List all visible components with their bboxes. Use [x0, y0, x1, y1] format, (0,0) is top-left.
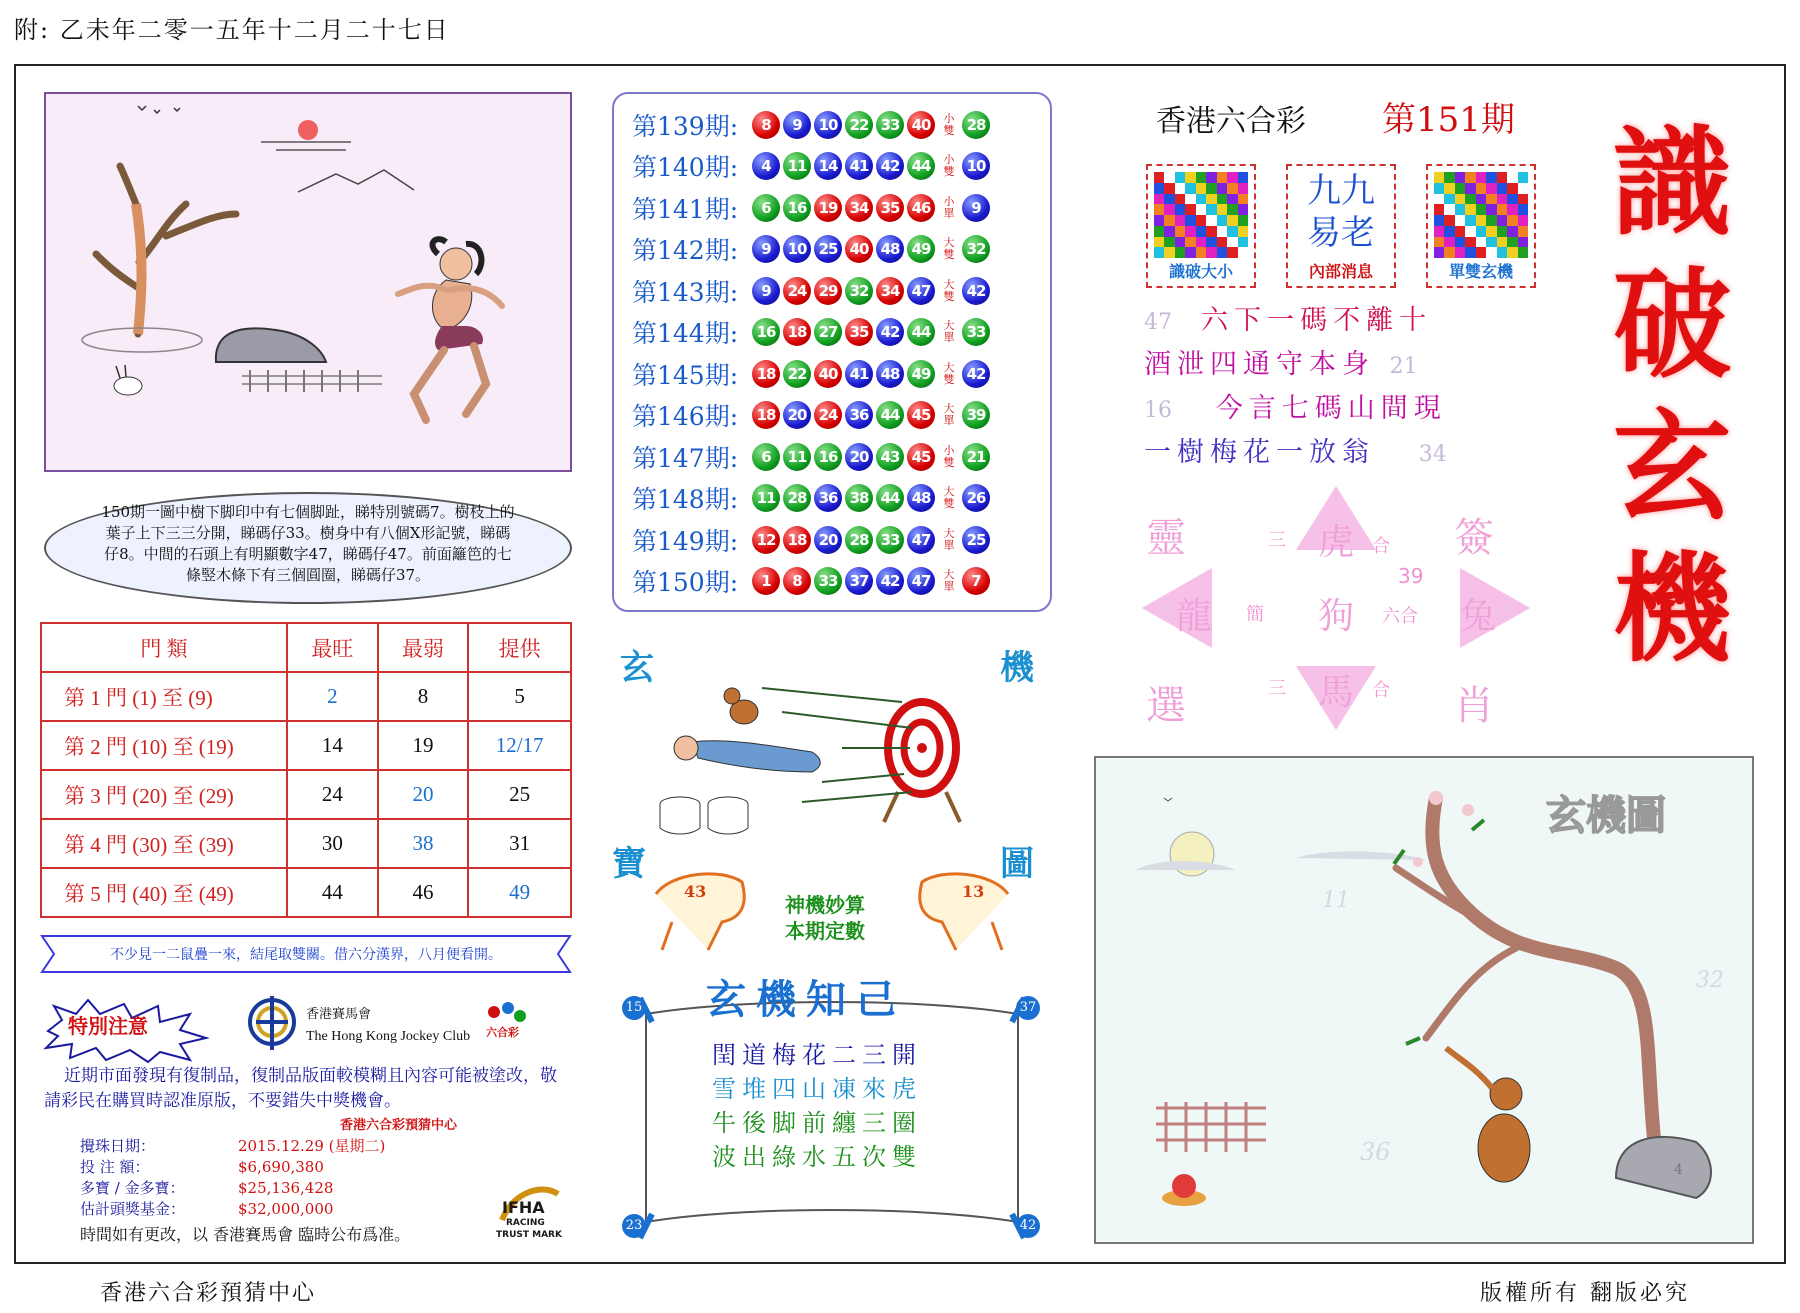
special-ball: 39	[962, 401, 990, 429]
issue-date: 附: 乙未年二零一五年十二月二十七日	[14, 16, 450, 44]
result-ball: 11	[783, 152, 811, 180]
gate-table-header	[41, 623, 571, 672]
poem-line: 牛後脚前纏三圈	[712, 1109, 922, 1137]
result-ball: 29	[814, 277, 842, 305]
poem-text: 今言七碼山間現	[1215, 393, 1447, 424]
result-tag-char: 大	[943, 277, 955, 291]
table-row	[41, 672, 571, 721]
compass-corner: 肖	[1454, 683, 1494, 729]
result-ball: 25	[814, 235, 842, 263]
poem-number: 21	[1389, 354, 1418, 379]
result-tag-char: 大	[943, 485, 955, 499]
special-ball: 32	[962, 235, 990, 263]
result-tag	[938, 569, 960, 593]
result-tag	[938, 113, 960, 137]
result-tag-char: 雙	[943, 372, 955, 386]
compass-small: 合	[1372, 536, 1390, 557]
result-row	[632, 478, 1050, 520]
result-ball: 45	[907, 443, 935, 471]
turnover-value: $6,690,380	[238, 1158, 324, 1176]
special-ball: 10	[962, 152, 990, 180]
nine-old-text	[1288, 166, 1394, 260]
result-ball: 28	[845, 526, 873, 554]
result-ball: 9	[783, 111, 811, 139]
result-ball: 44	[876, 401, 904, 429]
result-issue: 第143期:	[632, 277, 739, 307]
poem-text: 六下一碼不離十	[1201, 305, 1433, 336]
compass-left: 龍	[1176, 596, 1213, 637]
result-ball: 38	[845, 484, 873, 512]
hidden-number: 32	[1696, 968, 1724, 993]
draw-date-label: 攪珠日期：	[80, 1137, 156, 1155]
draw-info-row	[80, 1178, 385, 1199]
result-ball: 1	[752, 567, 780, 595]
poem-line: 波出綠水五次雙	[712, 1143, 922, 1171]
result-tag-char: 小	[943, 194, 955, 208]
gate-cold: 46	[378, 868, 469, 917]
corner-char-xuan: 玄	[620, 648, 654, 688]
right-poem	[1144, 300, 1544, 476]
result-issue: 第145期:	[632, 360, 739, 390]
result-ball: 33	[814, 567, 842, 595]
result-tag	[938, 528, 960, 552]
result-ball: 47	[907, 567, 935, 595]
draw-info-row	[80, 1199, 385, 1220]
result-row	[632, 519, 1050, 561]
notice-title: 特別注意	[68, 1014, 148, 1038]
result-ball: 12	[752, 526, 780, 554]
result-tag-char: 單	[943, 206, 955, 220]
result-tag-char: 小	[943, 111, 955, 125]
compass-bottom: 馬	[1318, 672, 1355, 713]
special-ball: 21	[962, 443, 990, 471]
big-title-char: 機	[1612, 539, 1731, 678]
compass-right: 兔	[1460, 596, 1497, 637]
result-row	[632, 561, 1050, 603]
result-tag	[938, 320, 960, 344]
result-tag-char: 雙	[943, 248, 955, 262]
turnover-label: 投 注 額：	[80, 1158, 150, 1176]
result-ball: 22	[845, 111, 873, 139]
result-ball: 6	[752, 443, 780, 471]
result-tag-char: 雙	[943, 123, 955, 137]
result-ball: 48	[876, 235, 904, 263]
result-ball: 22	[783, 360, 811, 388]
mystery-box-size	[1146, 164, 1256, 288]
result-ball: 9	[752, 277, 780, 305]
result-ball: 10	[783, 235, 811, 263]
compass-small: 合	[1372, 680, 1390, 701]
jackpot-value: $32,000,000	[238, 1200, 334, 1218]
result-ball: 4	[752, 152, 780, 180]
result-ball: 28	[783, 484, 811, 512]
result-ball: 18	[783, 318, 811, 346]
result-ball: 44	[876, 484, 904, 512]
special-ball: 25	[962, 526, 990, 554]
hkjc-name-en: The Hong Kong Jockey Club	[306, 1029, 471, 1044]
result-ball: 45	[907, 401, 935, 429]
result-ball: 24	[814, 401, 842, 429]
result-row	[632, 353, 1050, 395]
compass-corner: 靈	[1146, 515, 1186, 561]
poem-line	[1144, 388, 1544, 432]
result-tag-char: 單	[943, 580, 955, 594]
time-note: 時間如有更改，以 香港賽馬會 臨時公布爲准。	[80, 1225, 411, 1244]
result-ball: 35	[845, 318, 873, 346]
result-tag	[938, 486, 960, 510]
result-ball: 27	[814, 318, 842, 346]
big-title-char: 玄	[1612, 397, 1731, 536]
bird-number: 23	[622, 1214, 646, 1238]
nine-old-line: 易老	[1307, 213, 1375, 253]
hidden-number: 11	[1322, 888, 1350, 913]
result-ball: 41	[845, 152, 873, 180]
result-row	[632, 187, 1050, 229]
result-ball: 34	[876, 277, 904, 305]
poem-number: 16	[1144, 398, 1172, 423]
poem-text: 一樹梅花一放翁	[1144, 437, 1375, 468]
result-ball: 33	[876, 526, 904, 554]
result-ball: 40	[814, 360, 842, 388]
result-issue: 第147期:	[632, 443, 739, 473]
result-ball: 11	[783, 443, 811, 471]
draw-info-row	[80, 1157, 385, 1178]
big-title	[1592, 112, 1752, 680]
result-tag	[938, 279, 960, 303]
compass-number: 39	[1398, 564, 1424, 588]
compass-top: 虎	[1318, 522, 1355, 563]
result-issue: 第144期:	[632, 319, 739, 349]
result-ball: 18	[752, 360, 780, 388]
result-ball: 24	[783, 277, 811, 305]
ifha-line1: IFHA	[502, 1198, 545, 1217]
result-ball: 37	[845, 567, 873, 595]
result-tag-char: 單	[943, 414, 955, 428]
compass-small: 六合	[1382, 606, 1418, 627]
special-ball: 33	[962, 318, 990, 346]
result-ball: 46	[907, 194, 935, 222]
mystery-picture-title: 玄機圖	[1546, 793, 1666, 839]
result-ball: 8	[752, 111, 780, 139]
gate-offer: 49	[468, 868, 571, 917]
mosaic-icon	[1434, 172, 1528, 258]
result-issue: 第142期:	[632, 236, 739, 266]
draw-info-row	[80, 1136, 385, 1157]
result-ball: 16	[783, 194, 811, 222]
ox-right-number: 13	[962, 882, 985, 901]
result-tag	[938, 154, 960, 178]
result-tag	[938, 196, 960, 220]
poem-number: 34	[1418, 442, 1447, 467]
gate-offer: 12/17	[468, 721, 571, 770]
ifha-logo-icon	[494, 1180, 564, 1246]
special-ball: 9	[962, 194, 990, 222]
gate-name: 第 3 門 (20) 至 (29)	[41, 770, 287, 819]
draw-info	[80, 1136, 385, 1220]
banner-text: 不少見一二鼠疊一來，結尾取雙關。借六分漢界，八月便看開。	[110, 947, 502, 963]
special-ball: 7	[962, 567, 990, 595]
result-tag-char: 雙	[943, 455, 955, 469]
result-ball: 48	[876, 360, 904, 388]
poem-line	[1144, 344, 1544, 388]
hkjc-name-cn: 香港賽馬會	[306, 1007, 372, 1022]
result-issue: 第140期:	[632, 153, 739, 183]
result-ball: 14	[814, 152, 842, 180]
result-ball: 36	[814, 484, 842, 512]
big-title-char: 破	[1612, 255, 1731, 394]
gate-hot: 30	[287, 819, 378, 868]
result-row	[632, 395, 1050, 437]
corner-char-ji: 機	[1000, 648, 1034, 688]
result-ball: 44	[907, 318, 935, 346]
result-row	[632, 146, 1050, 188]
result-row	[632, 229, 1050, 271]
jackpot-label: 估計頭獎基金：	[80, 1200, 186, 1218]
scroll-poem	[712, 1038, 922, 1174]
result-ball: 47	[907, 277, 935, 305]
result-tag-char: 雙	[943, 289, 955, 303]
header-cold: 最弱	[378, 623, 469, 672]
hidden-number: 4	[1674, 1162, 1683, 1178]
result-ball: 48	[907, 484, 935, 512]
result-ball: 42	[876, 567, 904, 595]
special-ball: 26	[962, 484, 990, 512]
header-hot: 最旺	[287, 623, 378, 672]
gate-name: 第 1 門 (1) 至 (9)	[41, 672, 287, 721]
result-tag-char: 小	[943, 153, 955, 167]
result-ball: 9	[752, 235, 780, 263]
result-ball: 35	[876, 194, 904, 222]
bird-number: 15	[622, 996, 646, 1020]
mystery-box-inside	[1286, 164, 1396, 288]
notice-signature: 香港六合彩預猜中心	[340, 1118, 458, 1133]
hkjc-logo-icon	[246, 994, 298, 1052]
result-ball: 49	[907, 235, 935, 263]
result-tag	[938, 362, 960, 386]
gate-hot: 14	[287, 721, 378, 770]
result-tag-char: 大	[943, 526, 955, 540]
puzzle-illustration	[46, 94, 572, 472]
compass-small: 三	[1268, 678, 1286, 699]
gate-table	[40, 622, 572, 918]
footer-publisher: 香港六合彩預猜中心	[100, 1281, 317, 1306]
past-results-panel	[612, 92, 1052, 612]
bird-number: 42	[1016, 1214, 1040, 1238]
result-ball: 49	[907, 360, 935, 388]
result-tag-char: 大	[943, 568, 955, 582]
mark-six-logo-text: 六合彩	[486, 1026, 519, 1039]
slogan	[770, 892, 880, 944]
result-tag	[938, 445, 960, 469]
table-row	[41, 868, 571, 917]
result-ball: 32	[845, 277, 873, 305]
compass-corner: 簽	[1454, 515, 1494, 561]
compass-corner: 選	[1146, 683, 1186, 729]
result-ball: 34	[845, 194, 873, 222]
ox-left-number: 43	[684, 882, 707, 901]
result-tag-char: 單	[943, 538, 955, 552]
result-tag	[938, 237, 960, 261]
gate-name: 第 2 門 (10) 至 (19)	[41, 721, 287, 770]
result-tag-char: 小	[943, 443, 955, 457]
result-ball: 42	[876, 318, 904, 346]
special-ball: 42	[962, 277, 990, 305]
ifha-line2: RACING	[506, 1218, 545, 1228]
poem-line: 雪堆四山凍來虎	[712, 1075, 922, 1103]
result-ball: 43	[876, 443, 904, 471]
gate-hot: 44	[287, 868, 378, 917]
result-ball: 6	[752, 194, 780, 222]
compass-center: 狗	[1318, 596, 1355, 637]
poem-line	[1144, 432, 1544, 476]
result-tag	[938, 403, 960, 427]
mosaic-icon	[1154, 172, 1248, 258]
gate-offer: 31	[468, 819, 571, 868]
result-ball: 18	[752, 401, 780, 429]
footer-copyright: 版權所有 翻版必究	[1480, 1281, 1690, 1306]
bird-number: 37	[1016, 996, 1040, 1020]
result-ball: 20	[845, 443, 873, 471]
gate-name: 第 5 門 (40) 至 (49)	[41, 868, 287, 917]
result-issue: 第139期:	[632, 111, 739, 141]
big-title-char: 識	[1612, 113, 1731, 252]
table-row	[41, 819, 571, 868]
mystery-box-label: 內部消息	[1308, 262, 1373, 281]
result-ball: 20	[814, 526, 842, 554]
result-ball: 16	[814, 443, 842, 471]
result-tag-char: 雙	[943, 165, 955, 179]
gate-offer: 25	[468, 770, 571, 819]
zodiac-compass	[1136, 480, 1536, 740]
result-row	[632, 104, 1050, 146]
result-row	[632, 436, 1050, 478]
gate-hot: 2	[287, 672, 378, 721]
table-row	[41, 770, 571, 819]
hkjc-name	[306, 1004, 470, 1048]
result-ball: 44	[907, 152, 935, 180]
result-ball: 33	[876, 111, 904, 139]
corner-char-bao: 寶	[612, 844, 646, 884]
gate-cold: 20	[378, 770, 469, 819]
gate-offer: 5	[468, 672, 571, 721]
result-issue: 第148期:	[632, 485, 739, 515]
result-tag-char: 雙	[943, 497, 955, 511]
table-row	[41, 721, 571, 770]
mystery-box-label: 單雙玄機	[1448, 262, 1513, 281]
result-tag-char: 大	[943, 402, 955, 416]
result-issue: 第141期:	[632, 194, 739, 224]
poem-line	[1144, 300, 1544, 344]
header-offer: 提供	[468, 623, 571, 672]
gate-cold: 8	[378, 672, 469, 721]
result-tag-char: 單	[943, 331, 955, 345]
result-issue: 第150期:	[632, 568, 739, 598]
puzzle-picture-150	[44, 92, 572, 472]
header-category: 門 類	[41, 623, 287, 672]
result-ball: 8	[783, 567, 811, 595]
result-row	[632, 312, 1050, 354]
result-tag-char: 大	[943, 236, 955, 250]
snowball-label: 多寶 / 金多寶：	[80, 1179, 185, 1197]
result-ball: 41	[845, 360, 873, 388]
result-tag-char: 大	[943, 360, 955, 374]
lottery-title: 香港六合彩	[1156, 104, 1306, 139]
result-issue: 第146期:	[632, 402, 739, 432]
poem-line: 閏道梅花二三開	[712, 1041, 922, 1069]
nine-old-line: 九九	[1307, 171, 1375, 211]
result-row	[632, 270, 1050, 312]
mark-six-logo-icon	[480, 998, 530, 1042]
result-ball: 18	[783, 526, 811, 554]
issue-number: 第151期	[1382, 100, 1515, 140]
slogan-line: 神機妙算	[785, 893, 865, 917]
slogan-line: 本期定數	[785, 919, 865, 943]
result-ball: 10	[814, 111, 842, 139]
result-ball: 19	[814, 194, 842, 222]
compass-small: 簡	[1246, 604, 1264, 625]
result-ball: 16	[752, 318, 780, 346]
gate-cold: 38	[378, 819, 469, 868]
result-issue: 第149期:	[632, 526, 739, 556]
result-ball: 11	[752, 484, 780, 512]
compass-small: 三	[1268, 530, 1286, 551]
ifha-line3: TRUST MARK	[496, 1230, 562, 1240]
poem-number: 47	[1144, 310, 1172, 335]
clue-text: 150期一圖中樹下脚印中有七個脚趾，睇特別號碼7。樹枝上的葉子上下三三分開，睇碼仔33。樹身中有八個X形記號，睇碼仔8。中間的石頭上有明顯數字47，睇碼仔47。前面籬笆的七條竪木條下有三個圓圈，睇碼仔37。	[44, 492, 572, 604]
gate-cold: 19	[378, 721, 469, 770]
gate-name: 第 4 門 (30) 至 (39)	[41, 819, 287, 868]
special-ball: 42	[962, 360, 990, 388]
draw-date-value: 2015.12.29 (星期二)	[238, 1137, 386, 1155]
result-ball: 40	[907, 111, 935, 139]
know-title: 玄機知己	[706, 977, 906, 1023]
mystery-box-label: 識破大小	[1168, 262, 1233, 281]
snowball-value: $25,136,428	[238, 1179, 334, 1197]
poem-text: 酒泄四通守本身	[1144, 349, 1375, 380]
hidden-number: 36	[1360, 1138, 1391, 1166]
result-ball: 40	[845, 235, 873, 263]
result-tag-char: 大	[943, 319, 955, 333]
result-ball: 42	[876, 152, 904, 180]
result-ball: 47	[907, 526, 935, 554]
mystery-box-oddeven	[1426, 164, 1536, 288]
corner-char-tu: 圖	[1000, 844, 1034, 884]
result-ball: 20	[783, 401, 811, 429]
notice-text: 近期市面發現有復制品，復制品版面較模糊且內容可能被塗改，敬請彩民在購買時認准原版，不要錯失中獎機會。	[44, 1066, 557, 1111]
result-ball: 36	[845, 401, 873, 429]
special-ball: 28	[962, 111, 990, 139]
gate-hot: 24	[287, 770, 378, 819]
